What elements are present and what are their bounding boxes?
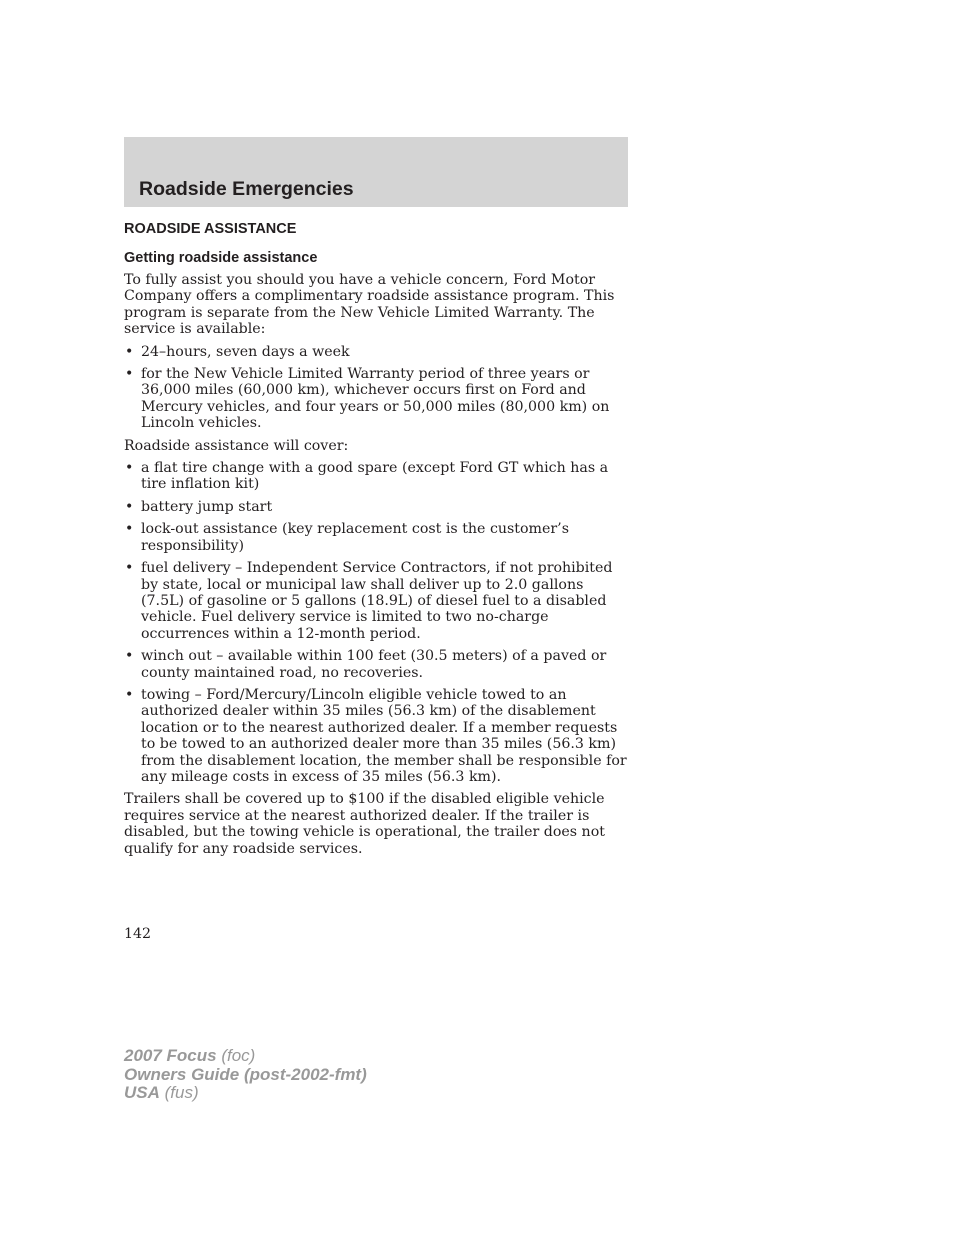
list-item-text: battery jump start — [141, 498, 273, 515]
bullet-glyph: • — [125, 460, 134, 477]
bullet-glyph: • — [125, 343, 134, 360]
list-item — [124, 687, 630, 785]
footer-line-market — [124, 1084, 367, 1103]
list-item — [124, 460, 630, 493]
chapter-title: Roadside Emergencies — [139, 178, 354, 200]
list-item-text: winch out – available within 100 feet (30.5 meters) of a paved or county maintained road, no recoveries. — [141, 648, 607, 681]
list-item — [124, 344, 630, 360]
trailers-paragraph: Trailers shall be covered up to $100 if the disabled eligible vehicle requires service at the nearest authorized dealer. If the trailer is disabled, but the towing vehicle is operational, the trailer does not qualify for any roadside services. — [124, 791, 605, 857]
footer-line-model — [124, 1047, 367, 1066]
list-item-text: lock-out assistance (key replacement cost is the customer’s responsibility) — [141, 521, 569, 554]
list-item-text: for the New Vehicle Limited Warranty period of three years or 36,000 miles (60,000 km), whichever occurs first on Ford and Mercury vehicles, and four years or 50,000 miles (80,000 km) on Lincoln vehicles. — [141, 366, 610, 432]
coverage-intro: Roadside assistance will cover: — [124, 437, 349, 454]
chapter-header-band — [124, 137, 628, 207]
list-item — [124, 366, 630, 432]
availability-list — [124, 344, 630, 432]
page-number: 142 — [124, 926, 152, 942]
coverage-list — [124, 460, 630, 785]
bullet-glyph: • — [125, 498, 134, 515]
footer-market-code: (fus) — [159, 1083, 199, 1102]
list-item — [124, 499, 630, 515]
footer-guide: Owners Guide (post-2002-fmt) — [124, 1064, 367, 1084]
intro-paragraph: To fully assist you should you have a vehicle concern, Ford Motor Company offers a complimentary roadside assistance program. This program is separate from the New Vehicle Limited Warranty. The service is available: — [124, 272, 615, 338]
bullet-glyph: • — [125, 560, 134, 577]
list-item-text: fuel delivery – Independent Service Contractors, if not prohibited by state, local or municipal law shall deliver up to 2.0 gallons (7.5L) of gasoline or 5 gallons (18.9L) of diesel fuel to a disabled vehicle. Fuel delivery service is limited to two no-charge occurrences within a 12-month period. — [141, 560, 613, 642]
list-item — [124, 648, 630, 681]
bullet-glyph: • — [125, 521, 134, 538]
bullet-glyph: • — [125, 648, 134, 665]
list-item — [124, 521, 630, 554]
list-item-text: 24–hours, seven days a week — [141, 343, 350, 360]
list-item — [124, 560, 630, 642]
bullet-glyph: • — [125, 686, 134, 703]
list-item-text: towing – Ford/Mercury/Lincoln eligible vehicle towed to an authorized dealer within 35 miles (56.3 km) of the disablement location or to the nearest authorized dealer. If a member requests to be towed to an authorized dealer more than 35 miles (56.3 km) from the disablement location, the member shall be responsible for any mileage costs in excess of 35 miles (56.3 km). — [141, 686, 627, 785]
bullet-glyph: • — [125, 366, 134, 383]
footer-line-guide — [124, 1066, 367, 1085]
sub-heading: Getting roadside assistance — [124, 250, 318, 266]
section-heading: ROADSIDE ASSISTANCE — [124, 221, 297, 237]
footer-model: 2007 Focus — [124, 1046, 217, 1065]
list-item-text: a flat tire change with a good spare (except Ford GT which has a tire inflation kit) — [141, 460, 609, 493]
document-footer — [124, 1047, 367, 1103]
page-content — [124, 220, 630, 863]
footer-model-code: (foc) — [216, 1046, 256, 1065]
footer-market: USA — [124, 1083, 160, 1102]
